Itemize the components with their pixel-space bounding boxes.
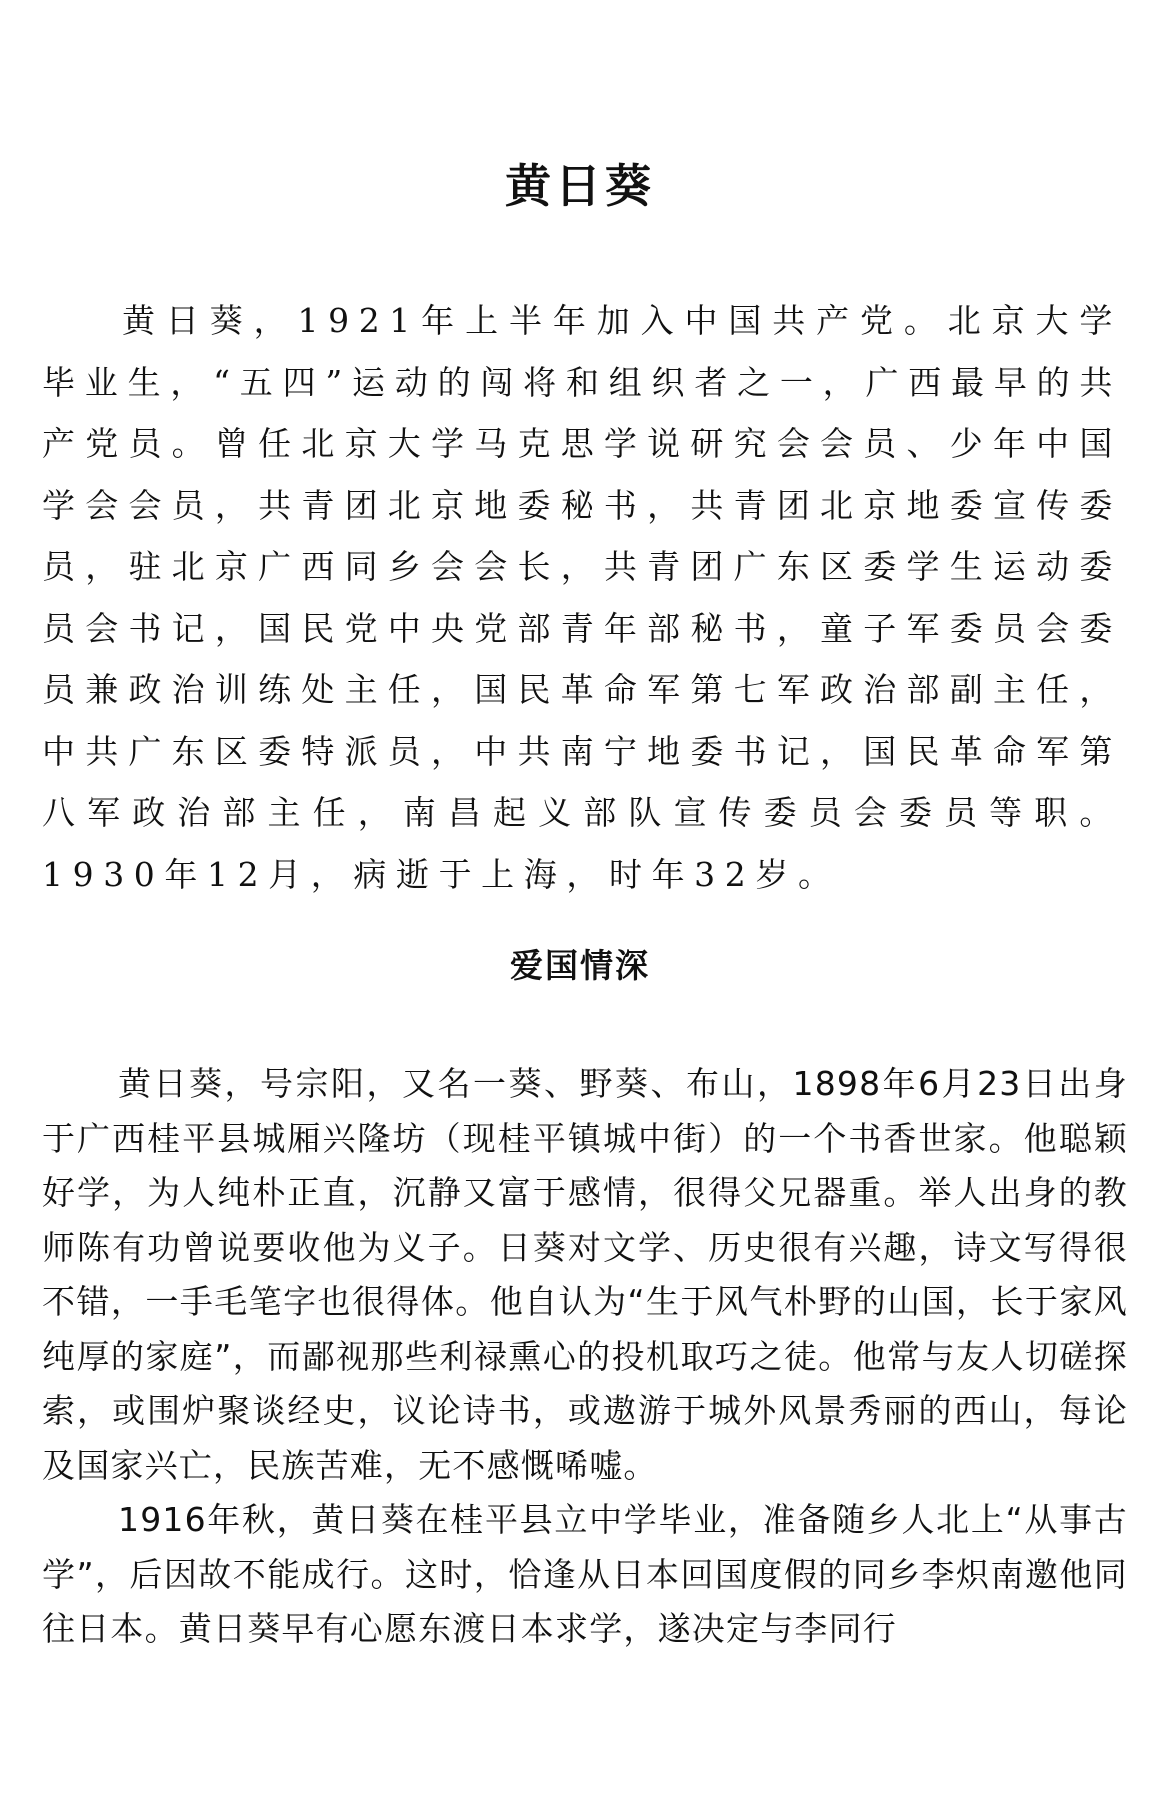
page-title: 黄日葵 — [505, 159, 655, 213]
paragraph: 黄日葵，号宗阳，又名一葵、野葵、布山，1898年6月23日出身于广西桂平县城厢兴隆坊（现桂平镇城中街）的一个书香世家。他聪颖好学，为人纯朴正直，沉静又富于感情，很得父兄器重。举人出身的教师陈有功曾说要收他为义子。日葵对文学、历史很有兴趣，诗文写得很不错，一手毛笔字也很得体。他自认为“生于风气朴野的山国，长于家风纯厚的家庭”，而鄙视那些利禄熏心的投机取巧之徒。他常与友人切磋探索，或围炉聚谈经史，议论诗书，或遨游于城外风景秀丽的西山，每论及国家兴亡，民族苦难，无不感慨唏嘘。 — [42, 1064, 1128, 1485]
biography-summary: 黄日葵，1921年上半年加入中国共产党。北京大学毕业生，“五四”运动的闯将和组织者之一，广西最早的共产党员。曾任北京大学马克思学说研究会会员、少年中国学会会员，共青团北京地委秘书，共青团北京地委宣传委员，驻北京广西同乡会会长，共青团广东区委学生运动委员会书记，国民党中央党部青年部秘书，童子军委员会委员兼政治训练处主任，国民革命军第七军政治部副主任，中共广东区委特派员，中共南宁地委书记，国民革命军第八军政治部主任，南昌起义部队宣传委员会委员等职。1930年12月，病逝于上海，时年32岁。 — [42, 301, 1122, 894]
section-heading: 爱国情深 — [510, 946, 650, 985]
paragraph: 1916年秋，黄日葵在桂平县立中学毕业，准备随乡人北上“从事古学”，后因故不能成行。这时，恰逢从日本回国度假的同乡李炽南邀他同往日本。黄日葵早有心愿东渡日本求学，遂决定与李同行 — [42, 1500, 1128, 1648]
section-body — [42, 1057, 1128, 1657]
